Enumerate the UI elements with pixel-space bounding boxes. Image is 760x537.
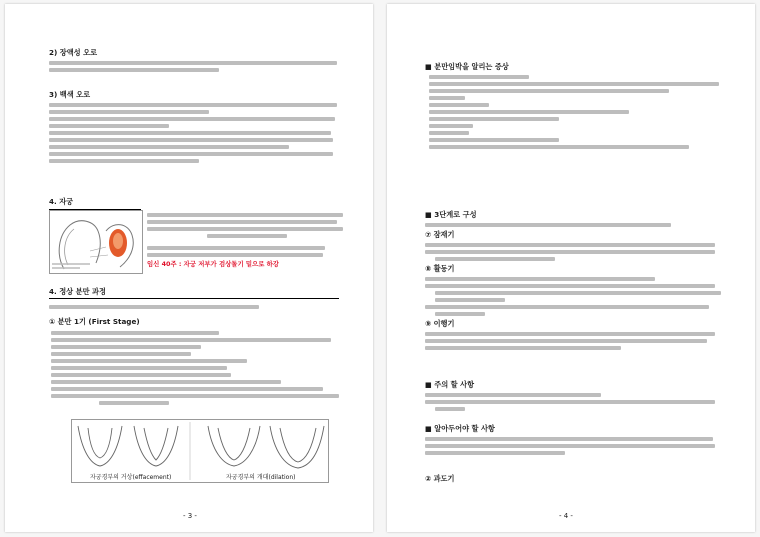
red-note: 임신 40주 : 자궁 저부가 검상돌기 밑으로 하강 [147,260,279,268]
uterus-text [147,210,347,269]
text-line [425,250,715,254]
text-line [435,291,721,295]
subsection-heading: ⑧ 활동기 [425,264,455,273]
text-line [435,407,465,411]
page-3 [5,4,373,532]
text-line [425,444,715,448]
section-stage2-heading-wrap [425,474,454,484]
text-line [425,400,715,404]
section-uterus-heading-wrap [49,197,73,207]
text-line [51,366,227,370]
caption-dilation: 자궁경부의 개대(dilation) [226,474,296,481]
cervix-figure [71,419,329,483]
text-line [51,394,339,398]
text-line [49,117,335,121]
text-line [429,117,559,121]
text-line [51,338,331,342]
text-line [51,359,247,363]
text-line [425,393,601,397]
text-line [425,223,671,227]
text-line [207,234,287,238]
text-line [425,284,715,288]
text-line [425,332,715,336]
text-line [49,103,337,107]
text-line [429,75,529,79]
text-line [49,159,199,163]
section-heading: ■ 분만임박을 알리는 증상 [425,62,509,71]
text-line [51,373,231,377]
section-heading: ■ 주의 할 사항 [425,380,475,389]
page-4 [387,4,755,532]
text-line [147,246,325,250]
text-line [147,213,343,217]
text-line [425,339,707,343]
text-line [49,131,331,135]
labor-intro [49,302,339,312]
text-line [51,352,191,356]
section-knowledge [425,424,725,458]
stage1-list [51,328,341,408]
section-heading: 2) 장액성 오로 [49,48,98,57]
text-line [429,103,489,107]
text-line [429,89,669,93]
text-line [147,227,343,231]
text-line [49,68,219,72]
subsection-heading: ⑦ 잠재기 [425,230,455,239]
text-line [99,401,169,405]
text-line [429,82,719,86]
uterus-illustration [50,211,142,273]
text-line [49,110,209,114]
text-line [51,380,281,384]
section-heading: ② 과도기 [425,474,455,483]
text-line [425,305,709,309]
text-line [425,243,715,247]
section-heading: 4. 정상 분만 과정 [49,287,106,296]
section-three-stages [425,210,725,353]
section-heading: ■ 3단계로 구성 [425,210,477,219]
page-number: - 3 - [183,512,197,520]
heading-underline [49,298,339,299]
text-line [429,131,469,135]
text-line [51,387,323,391]
text-line [429,110,629,114]
text-line [49,152,333,156]
text-line [49,138,333,142]
section-labor-signs [425,62,725,152]
text-line [429,124,473,128]
text-line [425,277,655,281]
text-line [49,305,259,309]
text-line [425,451,565,455]
text-line [435,298,505,302]
text-line [51,345,201,349]
text-line [435,312,485,316]
section-serous-lochia [49,48,339,75]
text-line [49,124,169,128]
text-line [425,346,621,350]
text-line [429,145,689,149]
section-heading: ① 분만 1기 (First Stage) [49,317,140,326]
section-heading: ■ 알아두어야 할 사항 [425,424,495,433]
section-labor-heading-wrap [49,287,106,297]
text-line [435,257,555,261]
subsection-heading: ⑨ 이행기 [425,319,455,328]
text-line [49,61,337,65]
text-line [49,145,289,149]
text-line [425,437,713,441]
section-white-lochia [49,90,339,166]
text-line [51,331,219,335]
text-line [147,253,323,257]
section-heading: 3) 백색 오로 [49,90,91,99]
section-heading: 4. 자궁 [49,197,74,206]
text-line [429,96,465,100]
text-line [147,220,337,224]
uterus-figure [49,210,143,274]
text-line [429,138,559,142]
caption-effacement: 자궁경부의 거상(effacement) [90,474,172,481]
page-number: - 4 - [559,512,573,520]
section-caution [425,380,725,414]
stage1-heading-wrap [49,317,140,327]
